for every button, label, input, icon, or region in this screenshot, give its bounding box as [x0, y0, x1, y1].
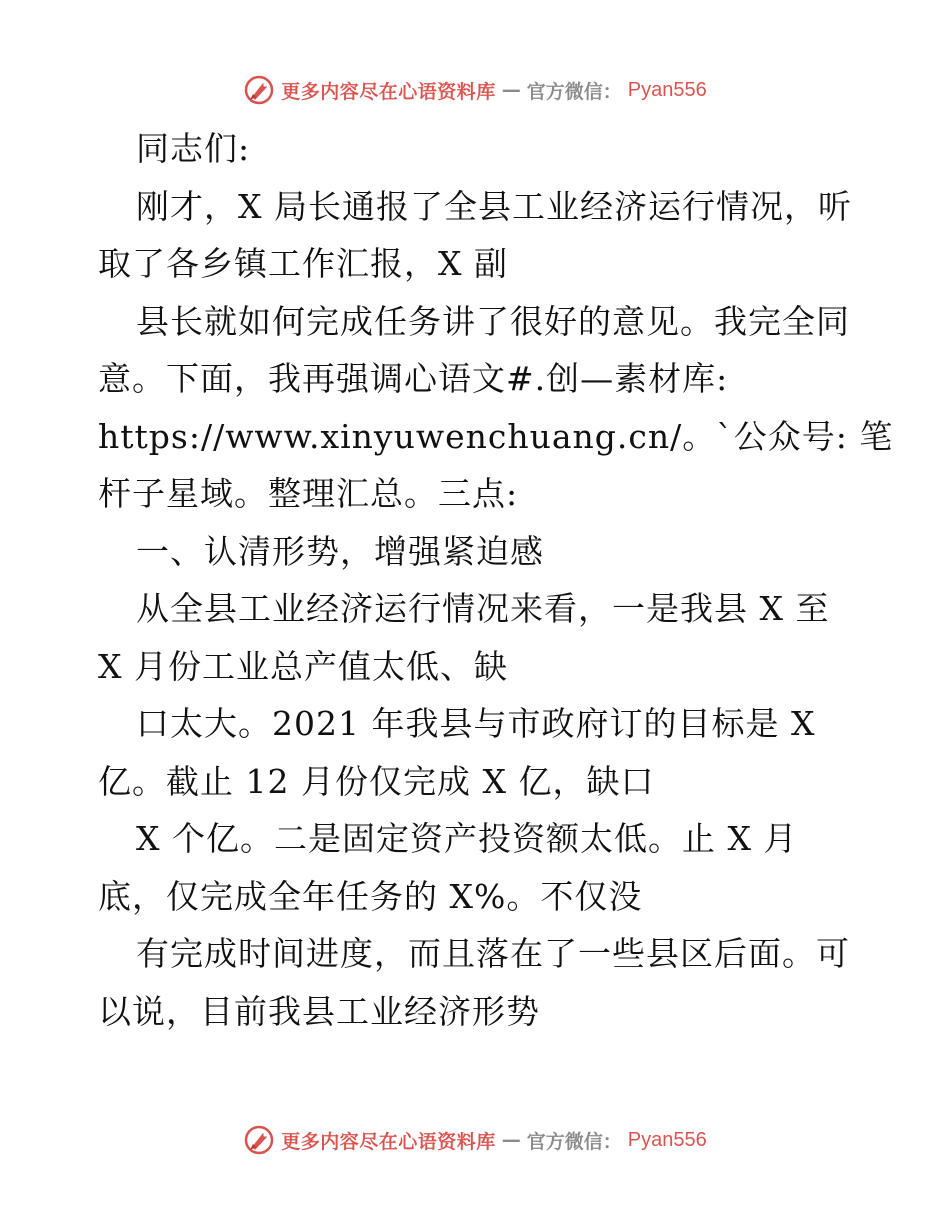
paragraph-line: 杆子星域。整理汇总。三点: — [98, 474, 519, 513]
pen-nib-logo-icon — [243, 74, 275, 106]
paragraph-line: 县长就如何完成任务讲了很好的意见。我完全同 — [136, 301, 850, 341]
paragraph-line: X 月份工业总产值太低、缺 — [98, 646, 508, 686]
section-heading: 一、认清形势，增强紧迫感 — [136, 531, 544, 571]
banner-contact-label: 官方微信： — [526, 1130, 622, 1153]
paragraph-line: 从全县工业经济运行情况来看，一是我县 X 至 — [136, 589, 830, 628]
paragraph-line: 亿。截止 12 月份仅完成 X 亿，缺口 — [98, 761, 655, 801]
paragraph-line: 有完成时间进度，而且落在了一些县区后面。可 — [136, 934, 850, 973]
paragraph-line: 取了各乡镇工作汇报，X 副 — [98, 244, 508, 283]
paragraph-line: X 个亿。二是固定资产投资额太低。止 X 月 — [136, 819, 798, 858]
banner-contact-id: Pyan556 — [627, 78, 707, 101]
paragraph-line: https://www.xinyuwenchuang.cn/。`公众号: 笔 — [98, 416, 894, 456]
paragraph-line: 意。下面，我再强调心语文#.创—素材库: — [98, 359, 729, 398]
salutation: 同志们: — [136, 129, 251, 168]
banner-separator: — — [501, 79, 521, 101]
paragraph-line: 刚才，X 局长通报了全县工业经济运行情况，听 — [136, 186, 852, 226]
footer-watermark — [0, 1120, 950, 1160]
paragraph-line: 以说，目前我县工业经济形势 — [98, 991, 540, 1031]
banner-slogan: 更多内容尽在心语资料库 — [281, 1130, 496, 1153]
paragraph-line: 口太大。2021 年我县与市政府订的目标是 X — [136, 704, 816, 743]
banner-contact-label: 官方微信： — [526, 80, 622, 103]
banner-contact-id: Pyan556 — [627, 1128, 707, 1151]
header-watermark — [0, 70, 950, 110]
banner-slogan: 更多内容尽在心语资料库 — [281, 80, 496, 103]
document-body — [98, 120, 894, 1040]
banner-separator: — — [501, 1129, 521, 1151]
paragraph-line: 底，仅完成全年任务的 X%。不仅没 — [98, 876, 643, 916]
pen-nib-logo-icon — [243, 1124, 275, 1156]
